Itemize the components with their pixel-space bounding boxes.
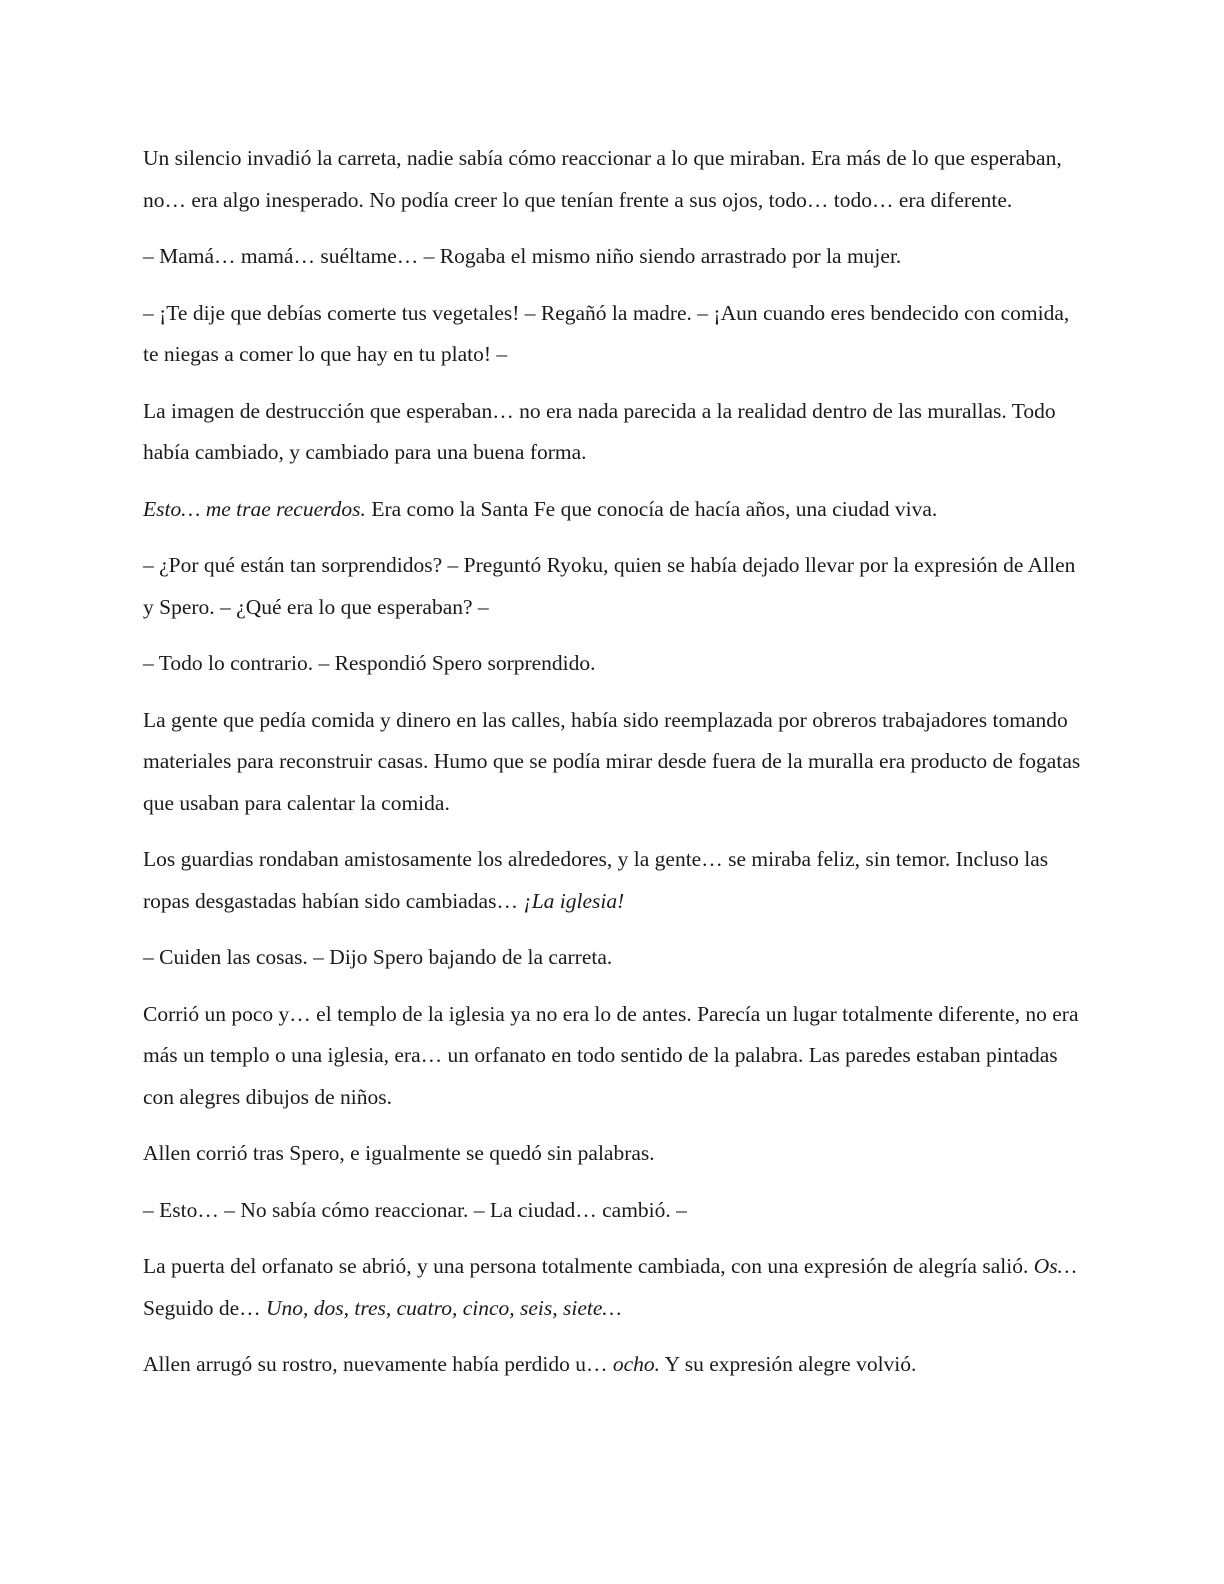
paragraph-text: – ¿Por qué están tan sorprendidos? – Preguntó Ryoku, quien se había dejado llevar por la expresión de Allen y Spero. – ¿Qué era lo que esperaban? – <box>143 553 1076 619</box>
paragraph-8 <box>143 700 1083 825</box>
paragraph-text: Era como la Santa Fe que conocía de hacía años, una ciudad viva. <box>365 496 938 521</box>
paragraph-7 <box>143 643 1083 685</box>
paragraph-text: Un silencio invadió la carreta, nadie sabía cómo reaccionar a lo que miraban. Era más de lo que esperaban, no… era algo inesperado. No podía creer lo que tenían frente a sus ojos, todo… todo… era diferente. <box>143 146 1062 212</box>
document-body <box>143 138 1083 1401</box>
paragraph-text: – Mamá… mamá… suéltame… – Rogaba el mismo niño siendo arrastrado por la mujer. <box>143 244 902 268</box>
italic-thought: Uno, dos, tres, cuatro, cinco, seis, siete… <box>266 1295 622 1320</box>
paragraph-text: Allen arrugó su rostro, nuevamente había perdido u… <box>143 1352 613 1376</box>
paragraph-10 <box>143 937 1083 979</box>
italic-thought: ¡La iglesia! <box>523 888 625 913</box>
italic-thought: ocho. <box>612 1352 661 1376</box>
paragraph-text: Y su expresión alegre volvió. <box>660 1352 917 1376</box>
paragraph-5 <box>143 489 1083 531</box>
paragraph-3 <box>143 293 1083 376</box>
paragraph-15 <box>143 1344 1083 1386</box>
italic-thought: Os… <box>1033 1254 1077 1278</box>
paragraph-13 <box>143 1190 1083 1232</box>
paragraph-text: – Todo lo contrario. – Respondió Spero sorprendido. <box>143 651 596 675</box>
paragraph-text: Seguido de… <box>143 1295 267 1320</box>
paragraph-text: Los guardias rondaban amistosamente los alrededores, y la gente… se miraba feliz, sin temor. Incluso las ropas desgastadas habían sido cambiadas… <box>143 847 1049 913</box>
paragraph-14 <box>143 1246 1083 1329</box>
italic-thought: Esto… me trae recuerdos. <box>143 496 366 521</box>
paragraph-12 <box>143 1133 1083 1175</box>
paragraph-11 <box>143 994 1083 1119</box>
paragraph-text: – Esto… – No sabía cómo reaccionar. – La ciudad… cambió. – <box>143 1197 687 1222</box>
paragraph-text: La gente que pedía comida y dinero en las calles, había sido reemplazada por obreros trabajadores tomando materiales para reconstruir casas. Humo que se podía mirar desde fuera de la muralla era producto de fogatas que usaban para calentar la comida. <box>143 707 1081 815</box>
paragraph-1 <box>143 138 1083 221</box>
paragraph-6 <box>143 545 1083 628</box>
paragraph-text: – ¡Te dije que debías comerte tus vegetales! – Regañó la madre. – ¡Aun cuando eres bendecido con comida, te niegas a comer lo que hay en tu plato! – <box>143 300 1070 366</box>
paragraph-text: – Cuiden las cosas. – Dijo Spero bajando de la carreta. <box>143 945 613 969</box>
paragraph-text: La puerta del orfanato se abrió, y una persona totalmente cambiada, con una expresión de alegría salió. <box>143 1254 1034 1278</box>
paragraph-4 <box>143 391 1083 474</box>
paragraph-text: Corrió un poco y… el templo de la iglesia ya no era lo de antes. Parecía un lugar totalmente diferente, no era más un templo o una iglesia, era… un orfanato en todo sentido de la palabra. Las paredes estaban pintadas con alegres dibujos de niños. <box>143 1001 1079 1109</box>
paragraph-2 <box>143 236 1083 278</box>
paragraph-text: Allen corrió tras Spero, e igualmente se quedó sin palabras. <box>143 1141 655 1165</box>
paragraph-text: La imagen de destrucción que esperaban… no era nada parecida a la realidad dentro de las murallas. Todo había cambiado, y cambiado para una buena forma. <box>143 398 1056 464</box>
paragraph-9 <box>143 839 1083 922</box>
